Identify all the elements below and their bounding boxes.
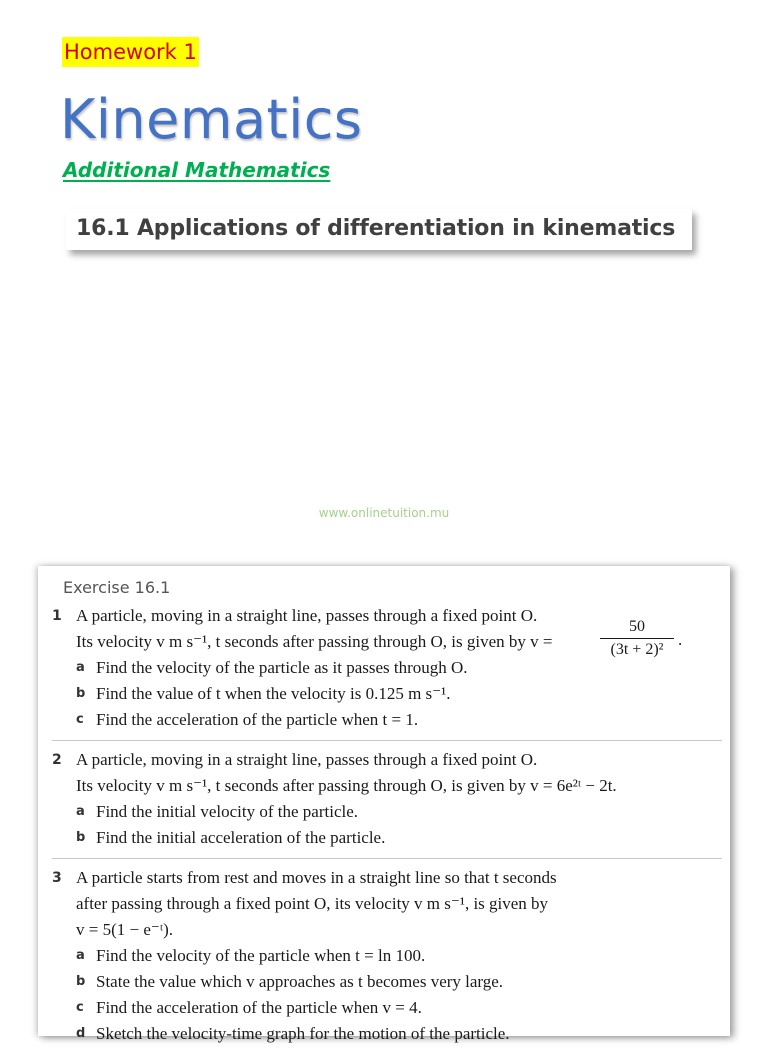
exercise-card (38, 566, 730, 1043)
part-text: Find the acceleration of the particle when t = 1. (96, 710, 419, 729)
part-text: Sketch the velocity-time graph for the motion of the particle. (96, 1024, 510, 1043)
fraction-bar (600, 638, 674, 639)
part-text: State the value which v approaches as t becomes very large. (96, 972, 504, 991)
part-letter: a (76, 804, 85, 819)
section-heading: 16.1 Applications of differentiation in kinematics (76, 216, 676, 241)
question-3 (52, 865, 722, 1047)
fraction-denominator: (3t + 2)² (610, 641, 664, 658)
question-text: v = 5(1 − e⁻ᵗ). (76, 920, 174, 939)
velocity-fraction (600, 617, 674, 660)
question-divider (52, 740, 722, 741)
watermark-url: www.onlinetuition.mu (318, 506, 450, 520)
question-text: A particle, moving in a straight line, passes through a fixed point O. (76, 606, 538, 625)
question-number: 1 (52, 608, 62, 624)
part-text: Find the velocity of the particle when t = ln 100. (96, 946, 426, 965)
part-text: Find the velocity of the particle as it passes through O. (96, 658, 468, 677)
part-text: Find the acceleration of the particle when v = 4. (96, 998, 422, 1017)
part-letter: b (76, 686, 86, 701)
question-1 (52, 603, 722, 733)
part-letter: b (76, 974, 86, 989)
fraction-numerator: 50 (629, 618, 645, 635)
question-text: Its velocity v m s⁻¹, t seconds after passing through O, is given by v = (76, 632, 553, 651)
question-text: A particle, moving in a straight line, passes through a fixed point O. (76, 750, 538, 769)
question-number: 2 (52, 752, 62, 768)
question-2 (52, 747, 722, 851)
part-letter: d (76, 1026, 86, 1041)
fraction-period: . (678, 630, 683, 649)
exercise-body (52, 603, 722, 1054)
question-divider (52, 858, 722, 859)
part-text: Find the initial acceleration of the particle. (96, 828, 386, 847)
page-subtitle: Additional Mathematics (63, 158, 331, 182)
part-text: Find the initial velocity of the particle. (96, 802, 359, 821)
part-letter: c (76, 1000, 84, 1015)
part-letter: a (76, 948, 85, 963)
part-letter: c (76, 712, 84, 727)
page-title: Kinematics (60, 88, 363, 151)
part-text: Find the value of t when the velocity is 0.125 m s⁻¹. (96, 684, 451, 703)
part-letter: a (76, 660, 85, 675)
homework-label: Homework 1 (62, 37, 199, 67)
question-text: Its velocity v m s⁻¹, t seconds after passing through O, is given by v = 6e²ᵗ − 2t. (76, 776, 617, 795)
part-letter: b (76, 830, 86, 845)
question-number: 3 (52, 870, 62, 886)
question-text: A particle starts from rest and moves in a straight line so that t seconds (76, 868, 557, 887)
question-text: after passing through a fixed point O, its velocity v m s⁻¹, is given by (76, 894, 549, 913)
exercise-title: Exercise 16.1 (63, 578, 171, 597)
section-heading-box (66, 209, 692, 250)
